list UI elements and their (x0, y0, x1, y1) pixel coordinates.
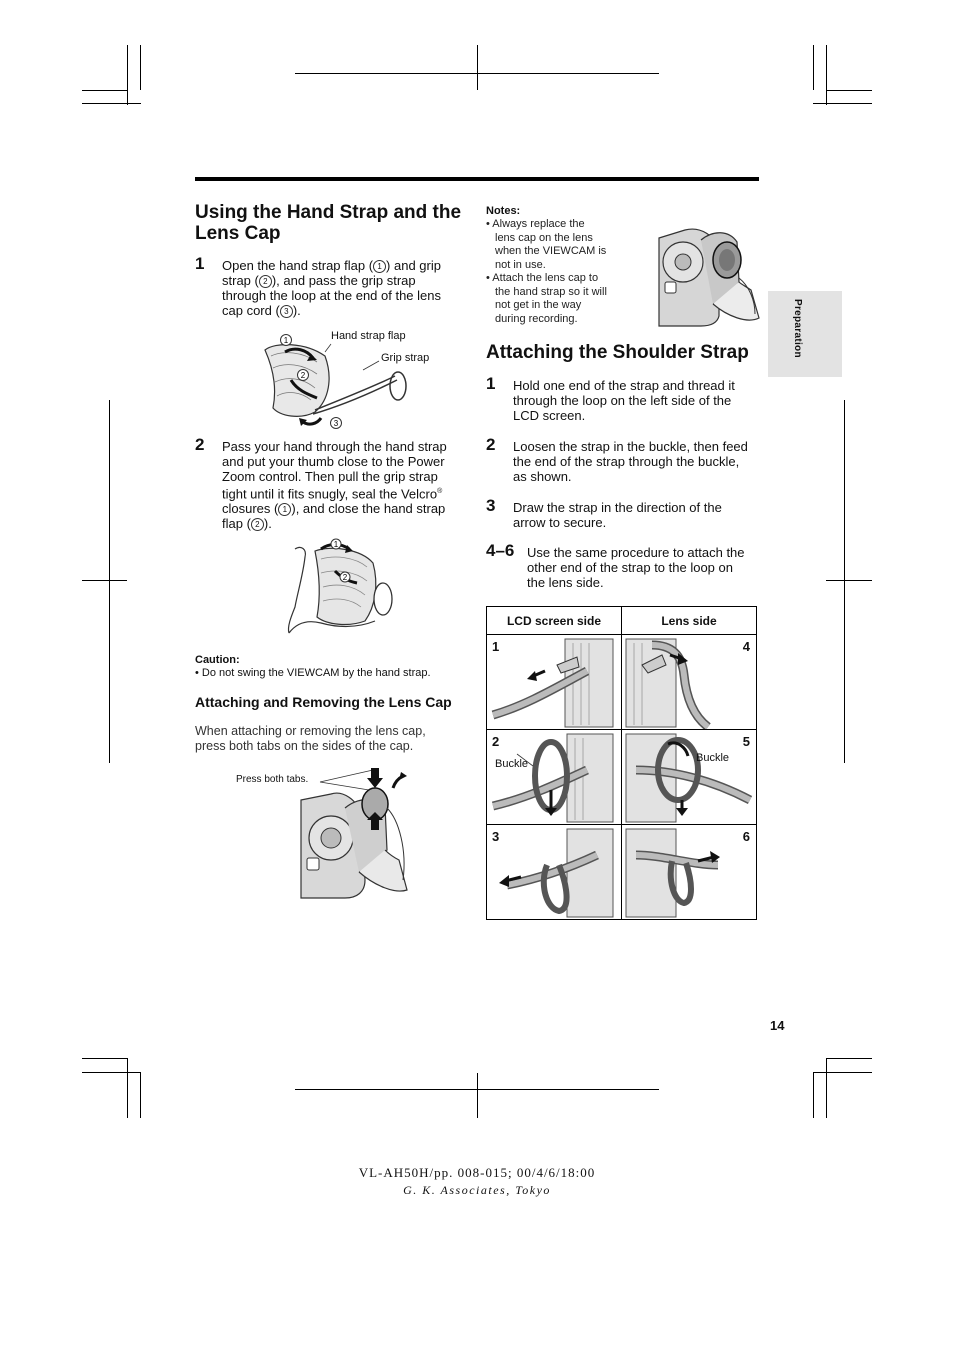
step-1-text: Open the hand strap flap ( 1 ) and grip strap ( 2 ), and pass the grip strap through the loop at the end of the lens cap cord ( 3 ). (222, 258, 442, 318)
shoulder-step-4-6-text: Use the same procedure to attach the other end of the strap to the loop on the lens side. (527, 545, 745, 590)
label-buckle-left: Buckle (495, 758, 529, 770)
hand-in-strap-drawing (265, 535, 400, 635)
cell-step-2 (487, 730, 622, 825)
section-tab (768, 291, 842, 377)
col-header-lens: Lens side (622, 607, 757, 635)
col-header-lcd: LCD screen side (487, 607, 622, 635)
strap-step-5-drawing (622, 730, 756, 824)
hand-in-strap-illustration (265, 535, 400, 635)
shoulder-step-1-text: Hold one end of the strap and thread it through the loop on the left side of the LCD screen. (513, 378, 735, 423)
step-2-number: 2 (195, 435, 205, 454)
cell-number: 4 (742, 639, 750, 654)
caution-title: Caution: (195, 654, 240, 666)
strap-step-1-drawing (487, 635, 621, 729)
shoulder-step-3-number: 3 (486, 496, 496, 515)
camera-with-cap-illustration (655, 220, 760, 328)
cell-number: 3 (492, 829, 500, 844)
label-buckle-right: Buckle (696, 752, 730, 764)
fig1-marker-1: 1 (283, 336, 289, 345)
circle-marker: 1 (373, 260, 386, 273)
cell-number: 2 (492, 734, 500, 749)
lens-cap-illustration (295, 760, 415, 905)
strap-step-2-drawing (487, 730, 621, 824)
label-hand-strap-flap: Hand strap flap (331, 330, 406, 342)
fig1-marker-3: 3 (333, 419, 339, 428)
cell-step-6 (622, 825, 757, 920)
camera-with-cap-drawing (655, 220, 760, 328)
hand-strap-title: Using the Hand Strap and the Lens Cap (195, 202, 462, 244)
strap-step-6-drawing (622, 825, 756, 919)
cell-step-3 (487, 825, 622, 920)
strap-step-3-drawing (487, 825, 621, 919)
circle-marker: 1 (278, 503, 291, 516)
cell-step-5 (622, 730, 757, 825)
cell-number: 1 (492, 639, 500, 654)
hand-strap-illustration (255, 328, 455, 433)
cell-number: 5 (742, 734, 750, 749)
cell-step-1 (487, 635, 622, 730)
caution-text: • Do not swing the VIEWCAM by the hand strap. (195, 667, 431, 679)
footer-credit-line: G. K. Associates, Tokyo (403, 1183, 551, 1197)
cell-step-4 (622, 635, 757, 730)
cell-number: 6 (742, 829, 750, 844)
fig2-marker-1: 1 (333, 540, 339, 549)
shoulder-step-4-6-number: 4–6 (486, 541, 515, 560)
shoulder-step-1-number: 1 (486, 374, 496, 393)
page-number: 14 (770, 1018, 785, 1033)
circle-marker: 3 (280, 305, 293, 318)
lens-cap-text: When attaching or removing the lens cap, press both tabs on the sides of the cap. (195, 724, 426, 753)
lens-cap-drawing (295, 760, 415, 905)
top-rule (195, 177, 759, 181)
circle-marker: 2 (251, 518, 264, 531)
notes-title: Notes: (486, 205, 521, 217)
label-press-both-tabs: Press both tabs. (236, 774, 309, 785)
footer-job-line: VL-AH50H/pp. 008-015; 00/4/6/18:00 (358, 1165, 596, 1180)
strap-step-4-drawing (622, 635, 756, 729)
shoulder-strap-table (486, 606, 757, 920)
circle-marker: 2 (259, 275, 272, 288)
step-1-number: 1 (195, 254, 205, 273)
fig1-marker-2: 2 (300, 371, 306, 380)
fig2-marker-2: 2 (342, 573, 348, 582)
shoulder-step-2-text: Loosen the strap in the buckle, then feed the end of the strap through the buckle, as shown. (513, 439, 748, 484)
notes-list: • Always replace the lens cap on the lens when the VIEWCAM is not in use. • Attach the lens cap to the hand strap so it will not get in the way during recording. (486, 218, 607, 325)
shoulder-step-2-number: 2 (486, 435, 496, 454)
step-2-text: Pass your hand through the hand strap and put your thumb close to the Power Zoom control. Then pull the grip strap tight until it fits snugly, seal the Velcro® closures ( 1 ), and close the hand strap flap ( 2 ). (222, 439, 447, 532)
shoulder-step-3-text: Draw the strap in the direction of the arrow to secure. (513, 500, 722, 530)
label-grip-strap: Grip strap (381, 352, 430, 364)
section-tab-label: Preparation (792, 299, 803, 358)
shoulder-strap-title: Attaching the Shoulder Strap (486, 342, 749, 363)
hand-strap-drawing (255, 328, 455, 433)
lens-cap-subtitle: Attaching and Removing the Lens Cap (195, 694, 452, 710)
